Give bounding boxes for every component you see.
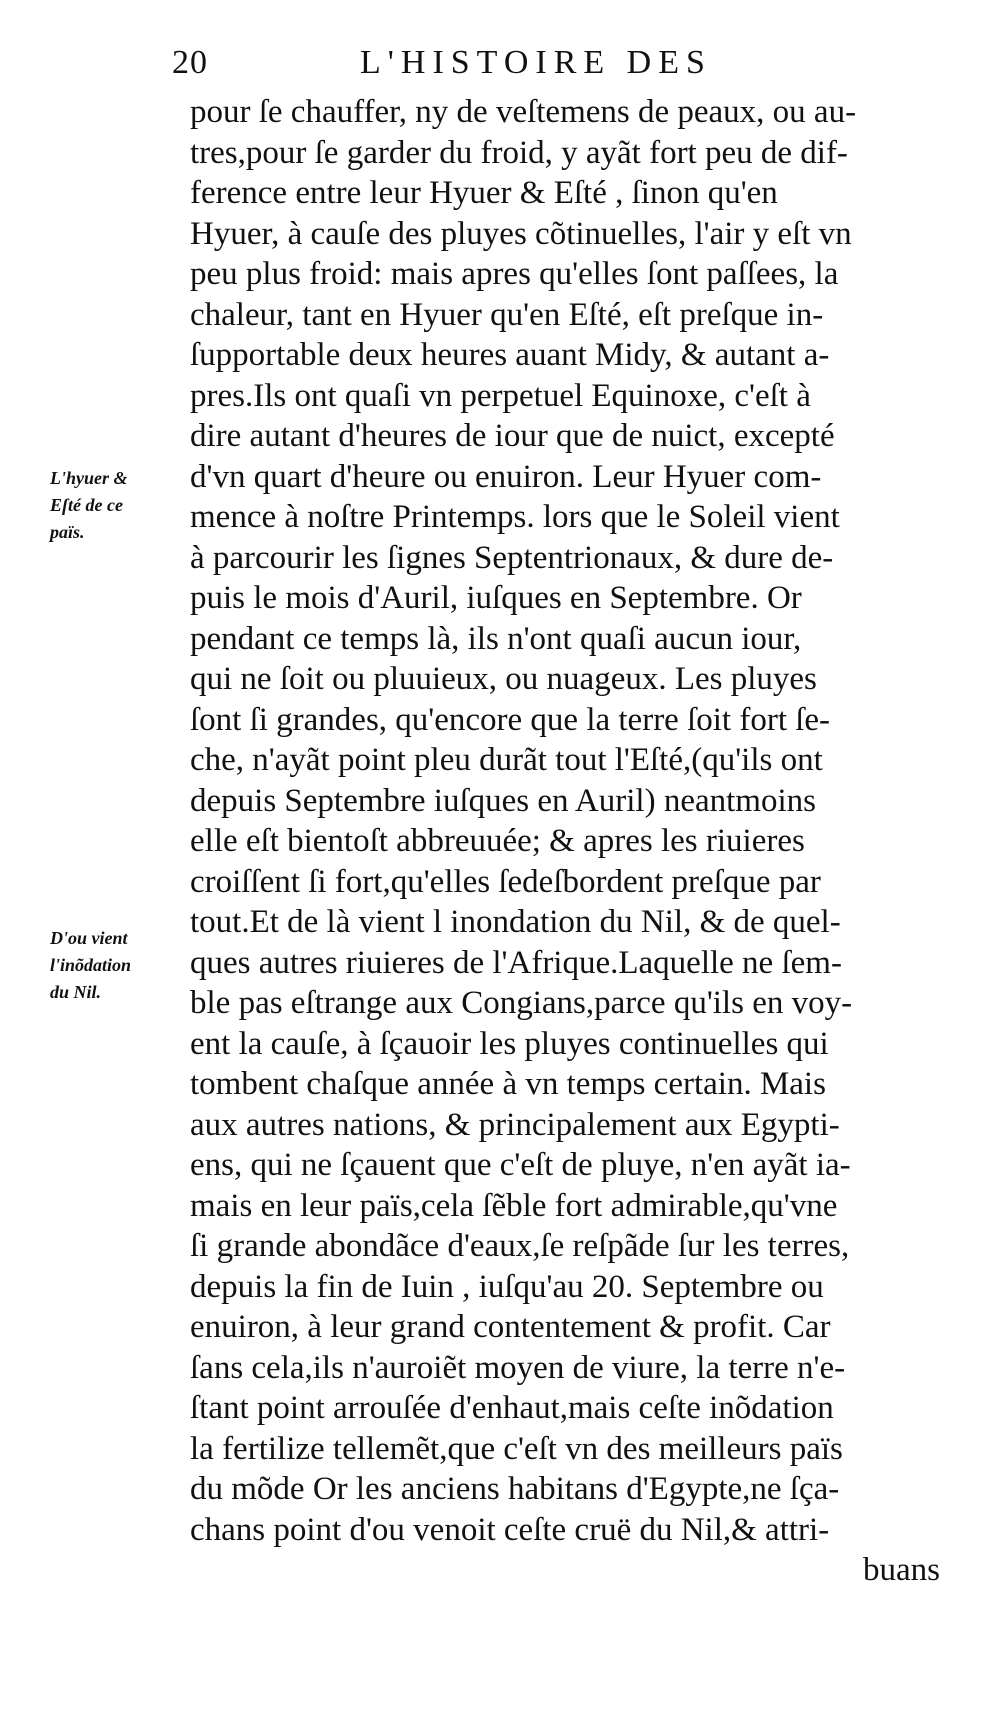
text-line: chans point d'ou venoit ceſte cruë du Nil,& attri- xyxy=(190,1511,830,1548)
text-line: depuis Septembre iuſques en Auril) neantmoins xyxy=(190,782,816,819)
text-line: pour ſe chauffer, ny de veſtemens de peaux, ou au- xyxy=(190,94,857,130)
text-line: pres.Ils ont quaſi vn perpetuel Equinoxe, c'eſt à xyxy=(190,377,811,414)
text-line: à parcourir les ſignes Septentrionaux, & dure de- xyxy=(190,539,834,576)
marginal-note-line: L'hyuer & xyxy=(50,468,128,488)
marginal-note-nile-flood xyxy=(50,925,182,1006)
body-text xyxy=(190,92,950,1591)
text-line: elle eſt bientoſt abbreuuée; & apres les riuieres xyxy=(190,823,805,859)
text-line: ens, qui ne ſçauent que c'eſt de pluye, n'en ayãt ia- xyxy=(190,1147,851,1183)
text-line: depuis la fin de Iuin , iuſqu'au 20. Septembre ou xyxy=(190,1268,824,1305)
text-line: ſans cela,ils n'auroiẽt moyen de viure, la terre n'e- xyxy=(190,1349,846,1386)
marginal-note-line: l'inõdation xyxy=(50,955,132,975)
text-line: ble pas eſtrange aux Congians,parce qu'ils en voy- xyxy=(190,985,853,1021)
text-line: enuiron, à leur grand contentement & profit. Car xyxy=(190,1309,831,1345)
text-line: ſi grande abondãce d'eaux,ſe reſpãde ſur les terres, xyxy=(190,1228,850,1264)
text-line: mence à noſtre Printemps. lors que le Soleil vient xyxy=(190,499,840,535)
text-line: ent la cauſe, à ſçauoir les pluyes continuelles qui xyxy=(190,1025,829,1062)
text-line: che, n'ayãt point pleu durãt tout l'Eſté,(qu'ils ont xyxy=(190,742,823,778)
marginal-note-line: païs. xyxy=(50,522,85,542)
marginal-note-line: du Nil. xyxy=(50,982,102,1002)
text-line: aux autres nations, & principalement aux Egypti- xyxy=(190,1106,840,1143)
text-line: la fertilize tellemẽt,que c'eſt vn des meilleurs païs xyxy=(190,1430,843,1467)
text-line: du mõde Or les anciens habitans d'Egypte,ne ſça- xyxy=(190,1471,840,1507)
text-line: ſtant point arrouſée d'enhaut,mais ceſte inõdation xyxy=(190,1390,834,1426)
page-header xyxy=(0,44,1000,94)
text-line: peu plus froid: mais apres qu'elles ſont paſſees, la xyxy=(190,256,839,292)
text-line: ſupportable deux heures auant Midy, & autant a- xyxy=(190,337,830,373)
text-line: dire autant d'heures de iour que de nuict, excepté xyxy=(190,418,835,454)
running-head: L'HISTOIRE DES xyxy=(360,44,712,81)
text-line: ference entre leur Hyuer & Eſté , ſinon qu'en xyxy=(190,175,778,211)
text-line: d'vn quart d'heure ou enuiron. Leur Hyuer com- xyxy=(190,458,822,495)
text-line: mais en leur païs,cela ſẽble fort admirable,qu'vne xyxy=(190,1187,838,1224)
marginal-note-line: Eſté de ce xyxy=(50,495,123,515)
text-line: croiſſent ſi fort,qu'elles ſedeſbordent preſque par xyxy=(190,863,821,900)
text-line: chaleur, tant en Hyuer qu'en Eſté, eſt preſque in- xyxy=(190,296,824,333)
text-line: tombent chaſque année à vn temps certain. Mais xyxy=(190,1066,826,1102)
text-line: Hyuer, à cauſe des pluyes cõtinuelles, l'air y eſt vn xyxy=(190,215,852,252)
page-number: 20 xyxy=(172,44,208,81)
text-line: ques autres riuieres de l'Afrique.Laquelle ne ſem- xyxy=(190,944,842,981)
text-line: qui ne ſoit ou pluuieux, ou nuageux. Les pluyes xyxy=(190,661,817,697)
text-line: tres,pour ſe garder du froid, y ayãt fort peu de dif- xyxy=(190,134,848,171)
marginal-note-winter-summer xyxy=(50,465,182,546)
text-line: tout.Et de là vient l inondation du Nil, & de quel- xyxy=(190,904,841,940)
text-line: pendant ce temps là, ils n'ont quaſi aucun iour, xyxy=(190,620,802,657)
text-line: ſont ſi grandes, qu'encore que la terre ſoit fort ſe- xyxy=(190,701,831,738)
catchword: buans xyxy=(863,1552,940,1588)
text-line: puis le mois d'Auril, iuſques en Septembre. Or xyxy=(190,580,802,616)
marginal-note-line: D'ou vient xyxy=(50,928,128,948)
